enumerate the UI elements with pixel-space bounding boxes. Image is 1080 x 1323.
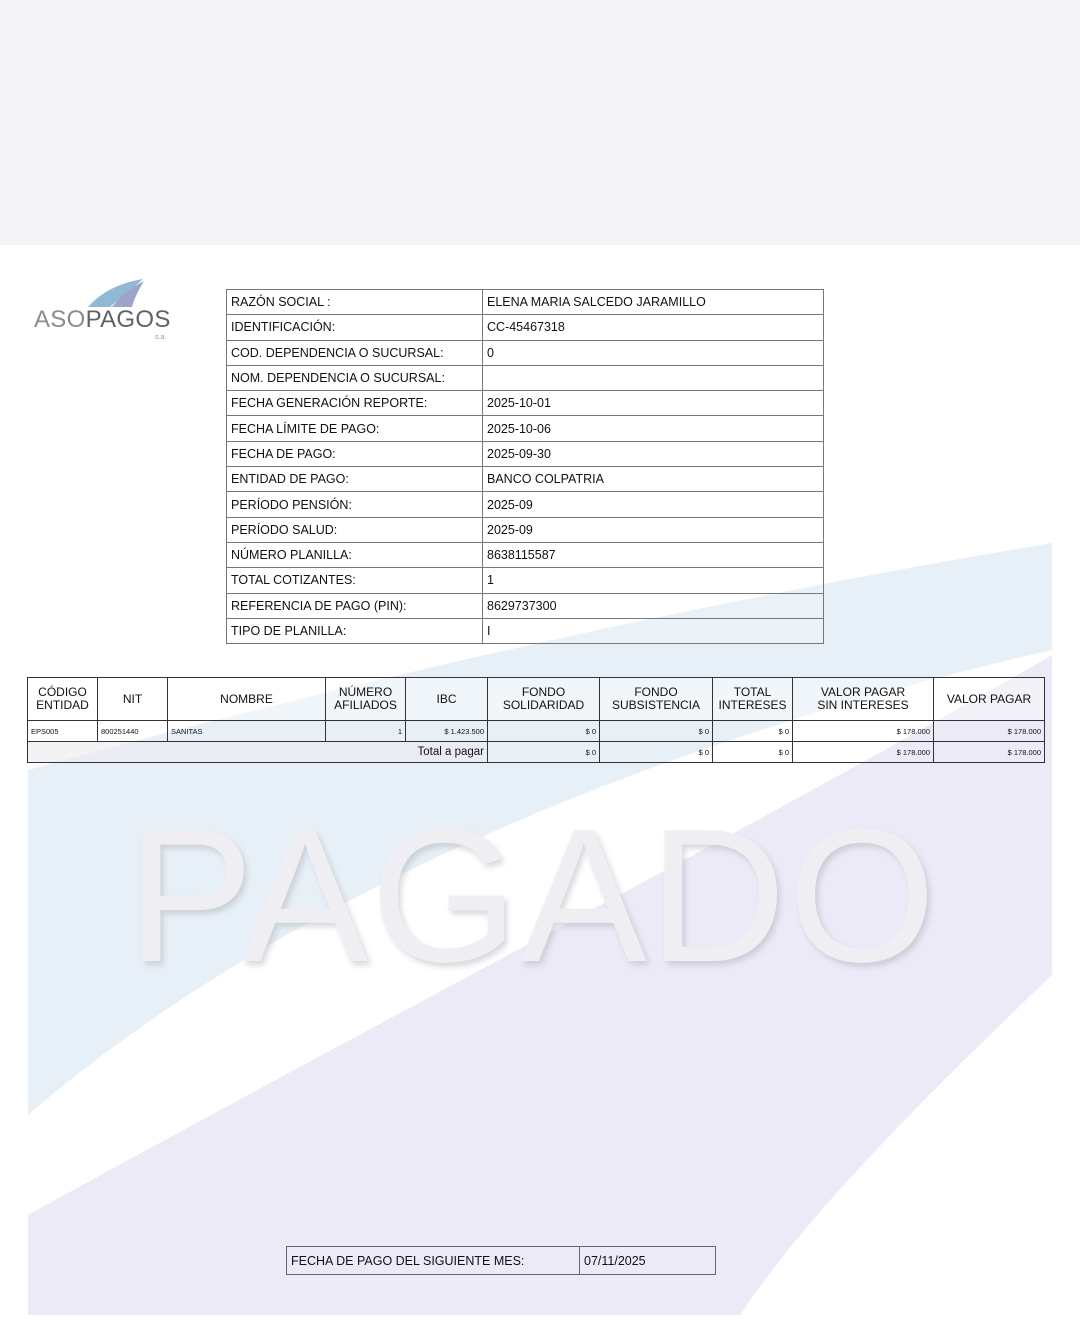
- info-row: [227, 290, 824, 315]
- detail-header-row: [28, 678, 1045, 721]
- cell-nombre: SANITAS: [168, 721, 326, 742]
- total-row: [28, 742, 1045, 763]
- info-value: 8638115587: [483, 542, 824, 567]
- info-label: RAZÓN SOCIAL :: [227, 290, 483, 315]
- info-value: ELENA MARIA SALCEDO JARAMILLO: [483, 290, 824, 315]
- info-row: [227, 340, 824, 365]
- info-label: COD. DEPENDENCIA O SUCURSAL:: [227, 340, 483, 365]
- table-row: [28, 721, 1045, 742]
- total-solidaridad: $ 0: [488, 742, 600, 763]
- column-header-line: VALOR PAGAR: [820, 685, 906, 699]
- column-header-line: SUBSISTENCIA: [611, 698, 701, 712]
- cell-afiliados: 1: [326, 721, 406, 742]
- info-label: TOTAL COTIZANTES:: [227, 568, 483, 593]
- total-valor-pagar: $ 178.000: [934, 742, 1045, 763]
- cell-valor-pagar: $ 178.000: [934, 721, 1045, 742]
- info-row: [227, 365, 824, 390]
- cell-intereses: $ 0: [713, 721, 793, 742]
- column-header-line: SIN INTERESES: [817, 698, 909, 712]
- info-label: FECHA DE PAGO:: [227, 441, 483, 466]
- next-payment-table: [286, 1246, 716, 1275]
- column-header-line: NIT: [122, 691, 143, 706]
- info-row: [227, 542, 824, 567]
- info-label: ENTIDAD DE PAGO:: [227, 467, 483, 492]
- column-header: [326, 678, 406, 721]
- column-header: [934, 678, 1045, 721]
- info-label: PERÍODO PENSIÓN:: [227, 492, 483, 517]
- cell-sin-intereses: $ 178.000: [793, 721, 934, 742]
- paid-watermark: PAGADO: [127, 790, 938, 1002]
- info-value: CC-45467318: [483, 315, 824, 340]
- info-row: [227, 441, 824, 466]
- report-info-table: [226, 289, 824, 644]
- cell-subsistencia: $ 0: [600, 721, 713, 742]
- cell-codigo: EPS005: [28, 721, 98, 742]
- info-value: 2025-10-06: [483, 416, 824, 441]
- cell-solidaridad: $ 0: [488, 721, 600, 742]
- info-label: FECHA GENERACIÓN REPORTE:: [227, 391, 483, 416]
- column-header-line: INTERESES: [718, 698, 787, 712]
- logo-suffix: s.a.: [155, 334, 167, 341]
- column-header: [713, 678, 793, 721]
- info-row: [227, 391, 824, 416]
- column-header: [98, 678, 168, 721]
- next-payment-date: 07/11/2025: [580, 1247, 716, 1275]
- info-value: [483, 365, 824, 390]
- column-header: [28, 678, 98, 721]
- total-intereses: $ 0: [713, 742, 793, 763]
- column-header-line: FONDO: [634, 685, 678, 699]
- info-value: 2025-10-01: [483, 391, 824, 416]
- info-row: [227, 618, 824, 643]
- info-label: REFERENCIA DE PAGO (PIN):: [227, 593, 483, 618]
- total-sin-intereses: $ 178.000: [793, 742, 934, 763]
- info-value: 2025-09-30: [483, 441, 824, 466]
- column-header: [488, 678, 600, 721]
- column-header: [168, 678, 326, 721]
- info-label: IDENTIFICACIÓN:: [227, 315, 483, 340]
- info-label: TIPO DE PLANILLA:: [227, 618, 483, 643]
- column-header-line: VALOR PAGAR: [946, 691, 1032, 706]
- info-value: I: [483, 618, 824, 643]
- column-header-line: FONDO: [521, 685, 566, 699]
- asopagos-logo-text: ASOPAGOS: [34, 306, 171, 333]
- column-header-line: CÓDIGO: [38, 685, 87, 699]
- column-header: [406, 678, 488, 721]
- column-header-line: IBC: [436, 691, 457, 706]
- total-subsistencia: $ 0: [600, 742, 713, 763]
- column-header: [793, 678, 934, 721]
- cell-ibc: $ 1.423.500: [406, 721, 488, 742]
- cell-nit: 800251440: [98, 721, 168, 742]
- info-row: [227, 416, 824, 441]
- info-label: NOM. DEPENDENCIA O SUCURSAL:: [227, 365, 483, 390]
- info-row: [227, 467, 824, 492]
- info-row: [227, 593, 824, 618]
- info-row: [227, 315, 824, 340]
- info-row: [227, 517, 824, 542]
- info-value: 8629737300: [483, 593, 824, 618]
- column-header-line: NÚMERO: [338, 685, 393, 699]
- next-payment-label: FECHA DE PAGO DEL SIGUIENTE MES:: [287, 1247, 580, 1275]
- info-row: [227, 492, 824, 517]
- info-value: 2025-09: [483, 517, 824, 542]
- column-header-line: SOLIDARIDAD: [502, 698, 585, 712]
- info-label: PERÍODO SALUD:: [227, 517, 483, 542]
- column-header-line: AFILIADOS: [334, 698, 397, 712]
- column-header-line: ENTIDAD: [36, 698, 89, 712]
- info-value: BANCO COLPATRIA: [483, 467, 824, 492]
- column-header-line: TOTAL: [733, 685, 772, 699]
- info-value: 0: [483, 340, 824, 365]
- info-label: FECHA LÍMITE DE PAGO:: [227, 416, 483, 441]
- info-row: [227, 568, 824, 593]
- info-label: NÚMERO PLANILLA:: [227, 542, 483, 567]
- info-value: 2025-09: [483, 492, 824, 517]
- payment-detail-table: [27, 677, 1045, 763]
- total-label: Total a pagar: [28, 742, 488, 763]
- info-value: 1: [483, 568, 824, 593]
- column-header: [600, 678, 713, 721]
- column-header-line: NOMBRE: [220, 691, 273, 706]
